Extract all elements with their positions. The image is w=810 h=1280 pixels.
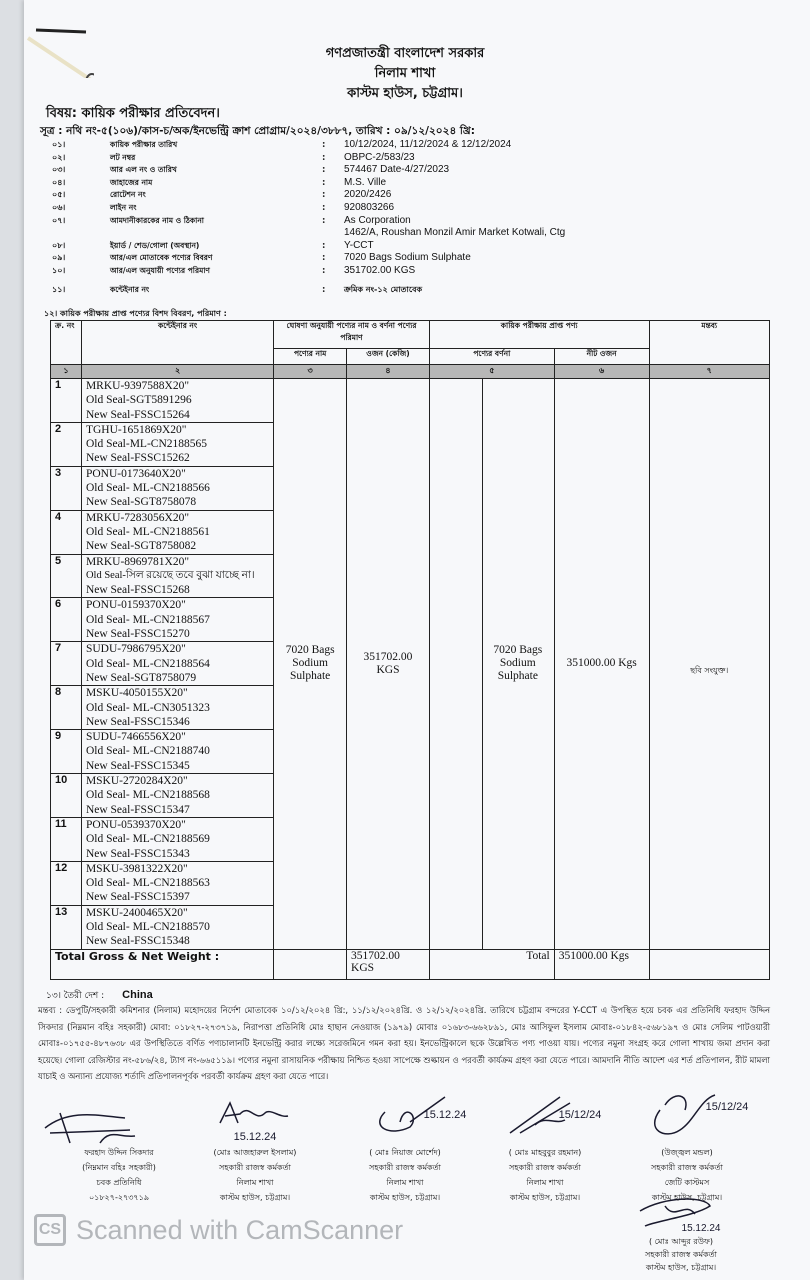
new-seal: New Seal-FSSC15343	[85, 847, 190, 860]
col-num: ১	[51, 365, 82, 379]
signatory-office: নিলাম শাখা	[526, 1178, 564, 1187]
new-seal: New Seal-FSSC15264	[85, 408, 190, 421]
signature-1-scribble	[40, 1108, 140, 1148]
container-number: MSKU-4050155X20"	[85, 687, 188, 700]
container-cell	[81, 774, 273, 818]
col-num: ৬	[554, 365, 649, 379]
row-serial: 12	[51, 861, 82, 905]
container-cell	[81, 466, 273, 510]
signatory-location: কাস্টম হাউস, চট্টগ্রাম।	[645, 1263, 717, 1272]
old-seal: Old Seal- ML-CN3051323	[85, 701, 210, 714]
row-serial: 4	[51, 510, 82, 554]
signature-date: 15.12.24	[423, 1109, 467, 1121]
signatory-office: চবক প্রতিনিধি	[96, 1178, 142, 1187]
old-seal: Old Seal- ML-CN2188568	[85, 789, 210, 802]
row-serial: 11	[51, 817, 82, 861]
inventory-table	[50, 320, 770, 980]
signatory-name: ( মোঃ মাহবুবুর রহমান)	[508, 1148, 582, 1157]
new-seal: New Seal-FSSC15268	[85, 584, 190, 597]
origin-value: China	[122, 989, 153, 1001]
signatory-title: সহকারী রাজস্ব কর্মকর্তা	[369, 1163, 441, 1172]
old-seal: Old Seal- ML-CN2188563	[85, 877, 210, 890]
section-12-title: ১২। কায়িক পরীক্ষায় প্রাপ্ত পণ্যের বিশদ বিবরণ, পরিমাণ :	[44, 309, 227, 318]
row-serial: 5	[51, 554, 82, 598]
col-header-declared: ঘোষণা অনুযায়ী পণ্যের নাম ও বর্ণনা পণ্যের পরিমাণ	[274, 321, 430, 349]
container-cell	[81, 905, 273, 949]
signatory-block	[470, 1109, 620, 1205]
container-cell	[81, 379, 273, 423]
container-cell	[81, 554, 273, 598]
info-item: ০৭। আমদানীকারকের নাম ও ঠিকানা : As Corporation	[52, 214, 411, 226]
subject-line: বিষয়: কায়িক পরীক্ষার প্রতিবেদন।	[46, 106, 220, 121]
new-seal: New Seal-FSSC15347	[85, 803, 190, 816]
container-cell	[81, 642, 273, 686]
signatory-block	[606, 1222, 756, 1274]
table-row	[51, 379, 770, 423]
container-number: MRKU-7283056X20"	[85, 511, 190, 524]
signatory-name: (মোঃ আজহারুল ইসলাম)	[213, 1148, 297, 1157]
col-num: ৭	[649, 365, 770, 379]
container-number: PONU-0539370X20"	[85, 818, 186, 831]
old-seal: Old Seal-SGT5891296	[85, 394, 192, 407]
signatory-office: জেটি কাস্টমস	[664, 1178, 710, 1187]
camscanner-watermark	[34, 1214, 403, 1246]
new-seal: New Seal-FSSC15348	[85, 935, 190, 948]
container-number: PONU-0173640X20"	[85, 467, 186, 480]
reference-line: সূত্র : নথি নং-৫(১০৬)/কাস-চ/অক/ইনভেন্ট্রি ক্রাশ প্রোগ্রাম/২০২৪/৩৮৮৭, তারিখ : ০৯/১২/২০২৪ খ্রি:	[40, 125, 475, 137]
signatory-title: সহকারী রাজস্ব কর্মকর্তা	[651, 1163, 723, 1172]
origin-label: ১৩। তৈরী দেশ :	[46, 991, 105, 1001]
signatory-title: (নিম্নমান বহিঃ সহকারী)	[82, 1163, 156, 1172]
col-header-declared-name: পণ্যের নাম	[274, 349, 347, 365]
row-serial: 13	[51, 905, 82, 949]
row-serial: 2	[51, 422, 82, 466]
info-item-address: 1462/A, Roushan Monzil Amir Market Kotwali, Ctg	[344, 227, 566, 239]
signatory-name: (উজ্জ্বল মন্ডল)	[661, 1148, 713, 1157]
camscanner-logo-icon: CS	[34, 1214, 66, 1246]
signature-date: 15.12.24	[681, 1223, 721, 1234]
new-seal: New Seal-SGT8758082	[85, 540, 197, 553]
info-list	[52, 139, 752, 296]
old-seal: Old Seal-সিল রয়েছে তবে বুঝা যাচ্ছে না।	[85, 569, 255, 581]
column-number-row	[51, 365, 770, 379]
signatory-office: নিলাম শাখা	[386, 1178, 424, 1187]
signatory-location: কাস্টম হাউস, চট্টগ্রাম।	[369, 1193, 441, 1202]
container-number: PONU-0159370X20"	[85, 599, 186, 612]
col-num: ৫	[429, 365, 554, 379]
signatory-block	[180, 1130, 330, 1205]
container-cell	[81, 817, 273, 861]
info-item: ০২। লট নম্বর : OBPC-2/583/23	[52, 151, 415, 163]
signatory-title: সহকারী রাজস্ব কর্মকর্তা	[645, 1250, 717, 1259]
col-num: ৪	[347, 365, 430, 379]
signature-2-scribble	[210, 1098, 290, 1128]
row-serial: 7	[51, 642, 82, 686]
container-number: MSKU-2720284X20"	[85, 775, 188, 788]
info-item: ০৮। ইয়ার্ড / শেড/গোলা (অবস্থান) : Y-CCT	[52, 239, 374, 251]
col-header-container: কন্টেইনার নং	[81, 321, 273, 365]
col-header-remarks: মন্তব্য	[649, 321, 770, 365]
info-item: ০৫। রোটেশন নং : 2020/2426	[52, 189, 392, 201]
declared-product-name: 7020 Bags Sodium Sulphate	[274, 379, 347, 950]
watermark-text: Scanned with CamScanner	[76, 1214, 404, 1245]
new-seal: New Seal-FSSC15346	[85, 715, 190, 728]
container-number: MSKU-3981322X20"	[85, 862, 188, 875]
info-item: ০৬। লাইন নং : 920803266	[52, 201, 395, 213]
signatory-title: সহকারী রাজস্ব কর্মকর্তা	[509, 1163, 581, 1172]
col-header-sl: ক্র. নং	[51, 321, 82, 365]
new-seal: New Seal-FSSC15345	[85, 759, 190, 772]
old-seal: Old Seal-ML-CN2188565	[85, 438, 207, 451]
remarks-cell: ছবি সংযুক্ত।	[649, 379, 770, 950]
new-seal: New Seal-FSSC15262	[85, 452, 190, 465]
info-item: ১০। আর/এল অনুযায়ী পণ্যের পরিমাণ : 351702.00 KGS	[52, 264, 416, 276]
col-header-declared-weight: ওজন (কেজি)	[347, 349, 430, 365]
container-cell	[81, 598, 273, 642]
info-item: ০৯। আর/এল মোতাবেক পণ্যের বিবরণ : 7020 Bags Sodium Sulphate	[52, 252, 471, 264]
info-item: ০১। কায়িক পরীক্ষার তারিখ : 10/12/2024, 11/12/2024 & 12/12/2024	[52, 139, 512, 150]
total-empty	[274, 949, 347, 979]
total-row	[51, 949, 770, 979]
signatory-office: নিলাম শাখা	[236, 1178, 274, 1187]
declared-weight: 351702.00 KGS	[347, 379, 430, 950]
found-product-desc: 7020 Bags Sodium Sulphate	[429, 379, 554, 950]
container-cell	[81, 510, 273, 554]
section-13	[46, 988, 153, 1003]
signatory-location: কাস্টম হাউস, চট্টগ্রাম।	[219, 1193, 291, 1202]
signatory-name: ফরহাদ উদ্দিন সিকদার	[84, 1148, 154, 1157]
header-govt: গণপ্রজাতন্ত্রী বাংলাদেশ সরকার	[325, 46, 485, 61]
signatory-location: কাস্টম হাউস, চট্টগ্রাম।	[651, 1193, 723, 1202]
info-item: ০৩। আর এল নং ও তারিখ : 574467 Date-4/27/2023	[52, 164, 450, 176]
old-seal: Old Seal- ML-CN2188567	[85, 613, 210, 626]
new-seal: New Seal-FSSC15270	[85, 628, 190, 641]
signature-date: 15.12.24	[233, 1131, 277, 1143]
old-seal: Old Seal- ML-CN2188564	[85, 657, 210, 670]
container-number: MRKU-8969781X20"	[85, 555, 190, 568]
signature-date: 15/12/24	[705, 1101, 749, 1113]
signatory-block	[44, 1145, 194, 1205]
container-number: TGHU-1651869X20"	[85, 423, 187, 436]
signatory-name: ( মোঃ আব্দুর রউফ)	[649, 1237, 713, 1246]
old-seal: Old Seal- ML-CN2188566	[85, 482, 210, 495]
signature-date: 15/12/24	[558, 1109, 602, 1121]
signatory-name: ( মোঃ নিয়াজ মোর্শেদ)	[369, 1148, 441, 1157]
container-number: SUDU-7986795X20"	[85, 643, 186, 656]
new-seal: New Seal-FSSC15397	[85, 891, 190, 904]
old-seal: Old Seal- ML-CN2188569	[85, 833, 210, 846]
signatory-phone: ০১৮২৭-২৭৩৭১৯	[88, 1193, 150, 1202]
new-seal: New Seal-SGT8758079	[85, 671, 197, 684]
row-serial: 1	[51, 379, 82, 423]
total-found-label: Total	[429, 949, 554, 979]
container-cell	[81, 422, 273, 466]
old-seal: Old Seal- ML-CN2188740	[85, 745, 210, 758]
info-item: ০৪। জাহাজের নাম : M.S. Ville	[52, 176, 387, 188]
col-header-found-net: নীট ওজন	[554, 349, 649, 365]
old-seal: Old Seal- ML-CN2188561	[85, 525, 210, 538]
container-cell	[81, 730, 273, 774]
row-serial: 3	[51, 466, 82, 510]
header-office: কাস্টম হাউস, চট্টগ্রাম।	[347, 86, 463, 101]
info-item: ১১। কন্টেইনার নং : ক্রমিক নং-১২ মোতাবেক	[52, 283, 423, 295]
col-num: ২	[81, 365, 273, 379]
found-net-weight: 351000.00 Kgs	[554, 379, 649, 950]
container-number: MRKU-9397588X20"	[85, 380, 190, 392]
container-cell	[81, 686, 273, 730]
row-serial: 10	[51, 774, 82, 818]
total-found-net: 351000.00 Kgs	[554, 949, 649, 979]
container-number: MSKU-2400465X20"	[85, 906, 188, 919]
col-header-found-desc: পণ্যের বর্ণনা	[429, 349, 554, 365]
signatory-block	[612, 1101, 762, 1205]
signatory-block	[330, 1109, 480, 1205]
container-cell	[81, 861, 273, 905]
container-number: SUDU-7466556X20"	[85, 731, 186, 744]
total-remarks-empty	[649, 949, 770, 979]
total-declared-weight: 351702.00 KGS	[347, 949, 430, 979]
row-serial: 8	[51, 686, 82, 730]
col-num: ৩	[274, 365, 347, 379]
new-seal: New Seal-SGT8758078	[85, 496, 197, 509]
col-header-found: কায়িক পরীক্ষায় প্রাপ্ত পণ্য	[429, 321, 649, 349]
header-section: নিলাম শাখা	[374, 66, 436, 81]
signatory-location: কাস্টম হাউস, চট্টগ্রাম।	[509, 1193, 581, 1202]
page-edge	[0, 0, 24, 1280]
row-serial: 9	[51, 730, 82, 774]
row-serial: 6	[51, 598, 82, 642]
signatory-title: সহকারী রাজস্ব কর্মকর্তা	[219, 1163, 291, 1172]
total-label: Total Gross & Net Weight :	[51, 949, 274, 979]
old-seal: Old Seal- ML-CN2188570	[85, 920, 210, 933]
remarks-paragraph: মন্তব্য : ডেপুটি/সহকারী কমিশনার (নিলাম) মহোদয়ের নির্দেশ মোতাবেক ১০/১২/২০২৪ খ্রি:, ১১/১২/২০২৪খ্রি. ও ১২/১২/২০২৪খ্রি. তারিখে চট্টগ্রাম বন্দরের Y-CCT এ উপস্থিত হয়ে চবক এর প্রতিনিধি ফরহাদ উদ্দিন সিকদার (নিম্নমান বহিঃ সহকারী) মোবা: ০১৮২৭-২৭৩৭১৯, নিরাপত্তা প্রতিনিধি মোঃ হাছান নেওয়াজ (১৯৭৯) মোবাঃ ০১৬৮৩-৬৬২৮৯১, মোঃ আসিফুল ইসলাম মোবাঃ-০১৮৪২-৫৬৮১৯৭ ও মোঃ সেলিম পাটওয়ারী মোবাঃ-০১৭৫৫-৪৮৭৬৩৮ এর উপস্থিতিতে বর্ণিত পণ্যচালানটি ইনভেন্ট্রি করার লক্ষ্যে সরেজমিনে গমন করা হয়। ইনভেন্ট্রিকালে ছকে উল্লেখিত পণ্য পাওয়া যায়। পণ্যের নমুনা সংগ্রহ করে গোলা শাখায় জমা প্রদান করা হয়েছে। গোলা রেজিস্টার নং-৫৮৬/২৪, ট্যাগ নং-৬৬৫১১৯। পণ্যের নমুনা রাসায়নিক পরীক্ষায় নিশ্চিত হওয়া সাপেক্ষে শুল্কায়ন ও পরবর্তী কার্যক্রম গ্রহণ করা যেতে পারে। আমদানি নীতি আদেশ এর শর্ত প্রতিপালন, রীট মামলা যাচাই ও অন্যান্য প্রযোজ্য শর্তাদি প্রতিপালনপূর্বক পরবর্তী কার্যক্রম গ্রহণ করা যেতে পারে।	[38, 1005, 770, 1081]
